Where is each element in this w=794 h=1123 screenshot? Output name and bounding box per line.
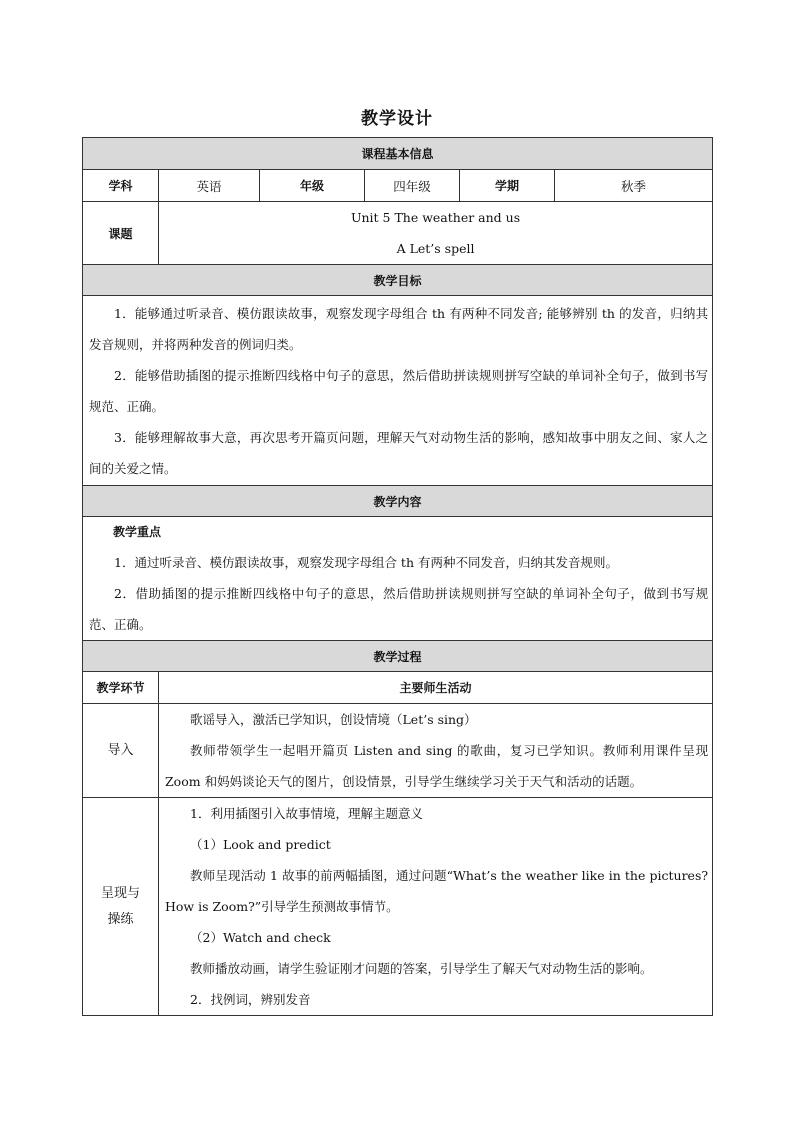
activity-line: 教师播放动画，请学生验证刚才问题的答案，引导学生了解天气对动物生活的影响。 [190, 961, 653, 976]
process-header-row [83, 641, 713, 672]
objectives-body [83, 296, 713, 486]
content-body [83, 517, 713, 641]
term-label: 学期 [460, 170, 555, 202]
content-header-row [83, 486, 713, 517]
page-title: 教学设计 [361, 109, 433, 129]
stage-intro: 导入 [83, 704, 159, 798]
activity-column-header: 主要师生活动 [159, 672, 713, 704]
process-row-presentation [83, 798, 713, 1016]
activity-line: 教师呈现活动 1 故事的前两幅插图，通过问题“What’s the weather like in the pictures? How is Zoom?”引导学生预测故事情节。 [165, 868, 709, 914]
subject-label: 学科 [83, 170, 159, 202]
stage-presentation-line-2: 操练 [107, 911, 134, 927]
topic-value [159, 202, 713, 265]
content-item: 2．借助插图的提示推断四线格中句子的意思，然后借助拼读规则拼写空缺的单词补全句子，做到书写规范、正确。 [89, 586, 709, 632]
activity-line: 教师带领学生一起唱开篇页 Listen and sing 的歌曲，复习已学知识。教师利用课件呈现 Zoom 和妈妈谈论天气的图片，创设情景，引导学生继续学习关于天气和活动的话题。 [165, 743, 709, 789]
objectives-header: 教学目标 [83, 265, 713, 296]
activity-line: 歌谣导入，激活已学知识，创设情境（Let’s sing） [190, 712, 477, 727]
lesson-plan-table [82, 137, 713, 1016]
basic-info-row [83, 170, 713, 202]
stage-presentation-line-1: 呈现与 [100, 885, 140, 901]
activity-line: （2）Watch and check [190, 930, 331, 945]
objective-item: 1．能够通过听录音、模仿跟读故事，观察发现字母组合 th 有两种不同发音; 能够辨别 th 的发音，归纳其发音规则，并将两种发音的例词归类。 [89, 305, 709, 352]
basic-info-header: 课程基本信息 [83, 138, 713, 170]
basic-info-header-row [83, 138, 713, 170]
content-header: 教学内容 [83, 486, 713, 517]
term-value: 秋季 [555, 170, 713, 202]
process-columns-row [83, 672, 713, 704]
objectives-row [83, 296, 713, 486]
activity-presentation [159, 798, 713, 1016]
topic-label: 课题 [83, 202, 159, 265]
topic-row [83, 202, 713, 265]
content-item: 1．通过听录音、模仿跟读故事，观察发现字母组合 th 有两种不同发音，归纳其发音规则。 [114, 555, 618, 570]
subject-value: 英语 [159, 170, 260, 202]
stage-presentation [83, 798, 159, 1016]
topic-line-2: A Let’s spell [396, 241, 475, 256]
process-row-intro [83, 704, 713, 798]
activity-line: 1．利用插图引入故事情境，理解主题意义 [190, 806, 423, 821]
stage-column-header: 教学环节 [83, 672, 159, 704]
process-header: 教学过程 [83, 641, 713, 672]
grade-value: 四年级 [365, 170, 460, 202]
content-row [83, 517, 713, 641]
activity-line: （1）Look and predict [190, 837, 331, 852]
objectives-header-row [83, 265, 713, 296]
objective-item: 2．能够借助插图的提示推断四线格中句子的意思，然后借助拼读规则拼写空缺的单词补全句子，做到书写规范、正确。 [89, 367, 709, 414]
activity-line: 2．找例词，辨别发音 [190, 992, 311, 1007]
grade-label: 年级 [260, 170, 365, 202]
topic-line-1: Unit 5 The weather and us [350, 210, 521, 225]
key-points-label: 教学重点 [113, 525, 162, 539]
activity-intro [159, 704, 713, 798]
objective-item: 3．能够理解故事大意，再次思考开篇页问题，理解天气对动物生活的影响，感知故事中朋友之间、家人之间的关爱之情。 [89, 429, 709, 476]
